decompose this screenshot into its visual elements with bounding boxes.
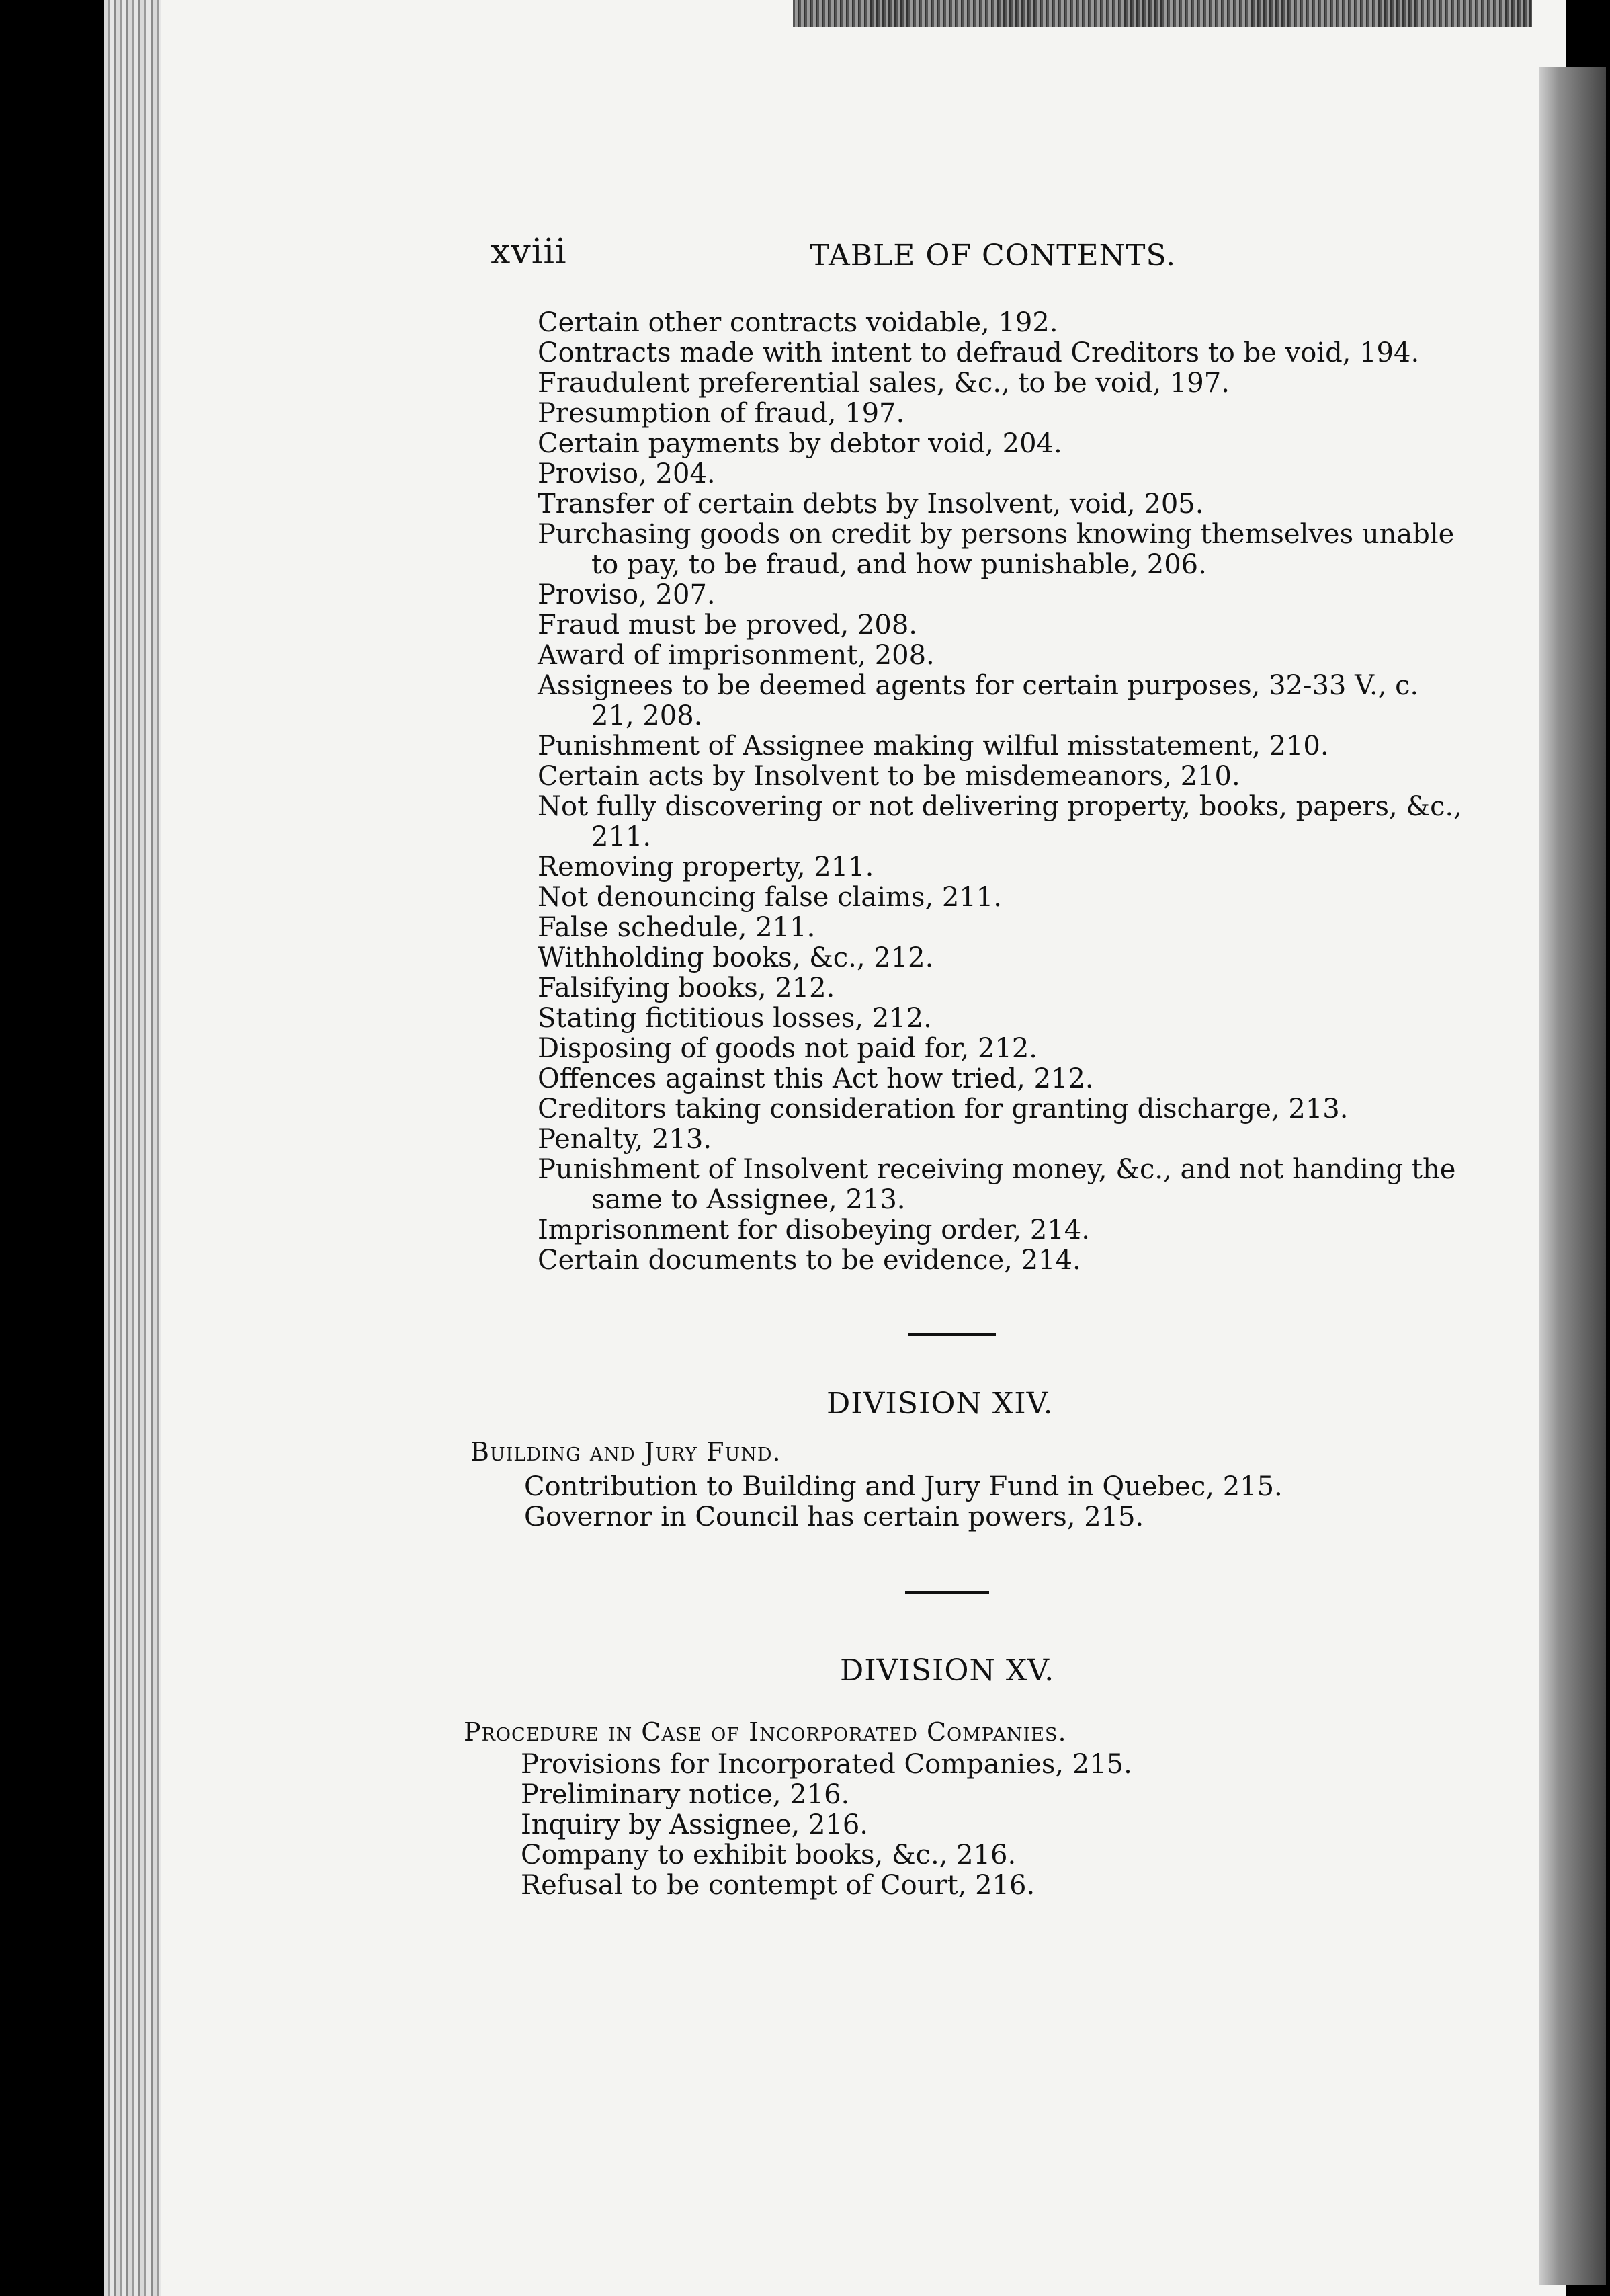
contents-entry: Withholding books, &c., 212. [538,942,934,973]
contents-entry: Fraud must be proved, 208. [538,610,917,641]
contents-entry: Fraudulent preferential sales, &c., to be void, 197. [538,368,1230,399]
running-head: TABLE OF CONTENTS. [810,239,1177,273]
contents-entry: Transfer of certain debts by Insolvent, void, 205. [538,489,1204,520]
contents-entry: Stating fictitious losses, 212. [538,1003,932,1034]
contents-entry: Contracts made with intent to defraud Creditors to be void, 194. [538,337,1420,368]
contents-entry: Proviso, 204. [538,458,716,489]
contents-entry: Inquiry by Assignee, 216. [521,1809,869,1840]
contents-entry: Not fully discovering or not delivering property, books, papers, &c., 211. [538,791,1462,852]
page-edges [104,0,165,2296]
division-xiv-section-title: Building and Jury Fund. [470,1437,781,1467]
contents-entry: Certain other contracts voidable, 192. [538,307,1058,338]
contents-entry: Company to exhibit books, &c., 216. [521,1840,1017,1871]
section-rule [908,1333,996,1336]
contents-entry: Removing property, 211. [538,852,874,883]
contents-entry: False schedule, 211. [538,912,816,943]
contents-entry: Disposing of goods not paid for, 212. [538,1033,1038,1064]
contents-entry: Not denouncing false claims, 211. [538,882,1002,913]
division-xv-section-title: Procedure in Case of Incorporated Companies. [464,1717,1067,1747]
contents-entry: Imprisonment for disobeying order, 214. [538,1215,1090,1245]
contents-entry: Contribution to Building and Jury Fund in Quebec, 215. [524,1471,1283,1502]
division-xv-heading: DIVISION XV. [840,1653,1055,1688]
contents-entry: Penalty, 213. [538,1124,712,1155]
contents-entry: Preliminary notice, 216. [521,1779,850,1810]
contents-entry: Award of imprisonment, 208. [538,640,935,671]
contents-entry: Creditors taking consideration for granting discharge, 213. [538,1094,1349,1124]
contents-entry: Provisions for Incorporated Companies, 215. [521,1749,1132,1780]
division-xv-entries [521,1750,1394,1901]
contents-entry: Falsifying books, 212. [538,973,835,1003]
scan-top-strip [793,0,1532,27]
page-right-edge [1539,67,1606,2285]
contents-entry: Offences against this Act how tried, 212. [538,1063,1094,1094]
contents-entry: Punishment of Assignee making wilful misstatement, 210. [538,731,1329,762]
contents-entry: Certain payments by debtor void, 204. [538,428,1062,459]
division-xiv-entries [524,1472,1398,1532]
contents-entry: Certain documents to be evidence, 214. [538,1245,1081,1276]
contents-entry: Assignees to be deemed agents for certain purposes, 32-33 V., c. 21, 208. [538,670,1419,731]
contents-entry: Purchasing goods on credit by persons knowing themselves unable to pay, to be fraud, and how punishable, 206. [538,519,1455,580]
contents-entry: Governor in Council has certain powers, 215. [524,1502,1144,1532]
contents-entry: Punishment of Insolvent receiving money, &c., and not handing the same to Assignee, 213. [538,1154,1456,1215]
section-rule [905,1591,989,1594]
contents-entry: Refusal to be contempt of Court, 216. [521,1870,1035,1901]
page-folio: xviii [491,232,567,272]
division-xiv-heading: DIVISION XIV. [827,1387,1054,1421]
contents-entry: Presumption of fraud, 197. [538,398,905,429]
contents-entry: Proviso, 207. [538,579,716,610]
contents-entry: Certain acts by Insolvent to be misdemeanors, 210. [538,761,1240,792]
contents-entries [538,308,1465,1276]
